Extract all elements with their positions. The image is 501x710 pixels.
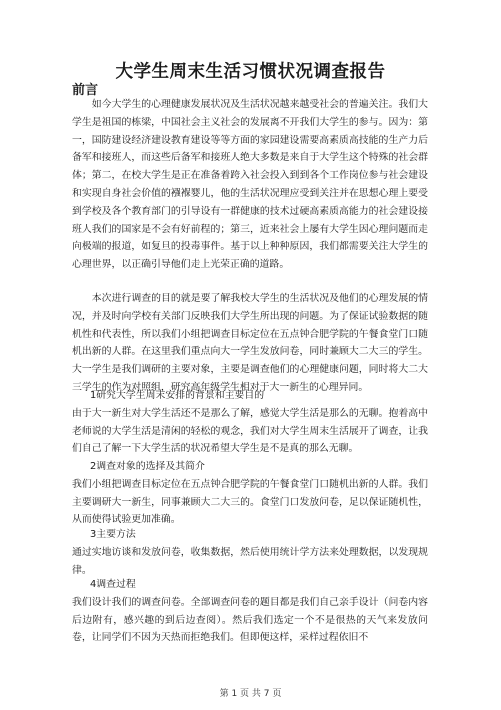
section-2-body: 我们小组把调查目标定位在五点钟合肥学院的午餐食堂门口随机出新的人群。我们主要调研大一新生，同事兼顾大二大三的。食堂门口发放问卷，足以保证随机性，从而使得试验更加准确。 bbox=[72, 478, 428, 526]
section-1 bbox=[72, 387, 428, 458]
section-4-body: 我们设计我们的调查问卷。全部调查问卷的题目都是我们自己亲手设计（问卷内容后边附有，感兴趣的到后边查阅）。然后我们选定一个不是很热的天气来发放问卷，让同学们不因为天热而拒绝我们。但即便这样，采样过程依旧不 bbox=[72, 596, 428, 644]
section-3-body: 通过实地访谈和发放问卷，收集数据，然后使用统计学方法来处理数据，以发现规律。 bbox=[72, 546, 428, 576]
section-4 bbox=[72, 576, 428, 647]
section-2 bbox=[72, 458, 428, 529]
section-3-heading: 3主要方法 bbox=[90, 529, 136, 540]
section-2-heading: 2调查对象的选择及其简介 bbox=[90, 461, 205, 472]
section-1-heading: 1研究大学生周末安排的背景和主要目的 bbox=[90, 390, 265, 401]
section-3 bbox=[72, 526, 428, 579]
preface-paragraph-2-text: 本次进行调查的目的就是要了解我校大学生的生活状况及他们的心理发展的情况，并及时向学校有关部门反映我们大学生所出现的问题。为了保证试验数据的随机性和代表性，所以我们小组把调查目标定位在五点钟合肥学院的午餐食堂门口随机出新的人群。在这里我们重点向大一学生发放问卷，同时兼顾大二大三的学生。大一学生是我们调研的主要对象，主要是调查他们的心理健康问题，同时将大二大三学生的作为对照组，研究高年级学生相对于大一新生的心理异同。 bbox=[72, 293, 428, 393]
document-title: 大学生周末生活习惯状况调查报告 bbox=[115, 62, 386, 82]
preface-paragraph-1 bbox=[72, 96, 428, 274]
preface-heading: 前言 bbox=[72, 83, 99, 98]
page-footer: 第 1 页 共 7 页 bbox=[219, 689, 282, 699]
preface-paragraph-1-text: 如今大学生的心理健康发展状况及生活状况越来越受社会的普遍关注。我们大学生是祖国的栋梁，中国社会主义社会的发展离不开我们大学生的参与。因为：第一，国防建设经济建设教育建设等等方面的家园建设需要高素质高技能的生产力后备军和接班人，而这些后备军和接班人绝大多数是来自于大学生这个特殊的社会群体；第二，在校大学生是正在准备着跨入社会投入到到各个工作岗位参与社会建设和实现自身社会价值的襁褓婴儿，他的生活状况理应受到关注并在思想心理上要受到学校及各个教育部门的引导设有一群健康的技术过硬高素质高能力的社会建设接班人我们的国家是不会有好前程的；第三，近来社会上屡有大学生因心理问题而走向极端的报道，如复旦的投毒事件。基于以上种种原因，我们都需要关注大学生的心理世界，以正确引导他们走上光荣正确的道路。 bbox=[72, 99, 428, 271]
section-1-body: 由于大一新生对大学生活还不是那么了解，感觉大学生活是那么的无聊。抱着高中老师说的大学生活是清闲的轻松的观念，我们对大学生周末生活展开了调查，让我们自己了解一下大学生活的状况希望大学生是不是真的那么无聊。 bbox=[72, 407, 428, 455]
section-4-heading: 4调查过程 bbox=[90, 579, 136, 590]
preface-paragraph-2 bbox=[72, 290, 428, 397]
